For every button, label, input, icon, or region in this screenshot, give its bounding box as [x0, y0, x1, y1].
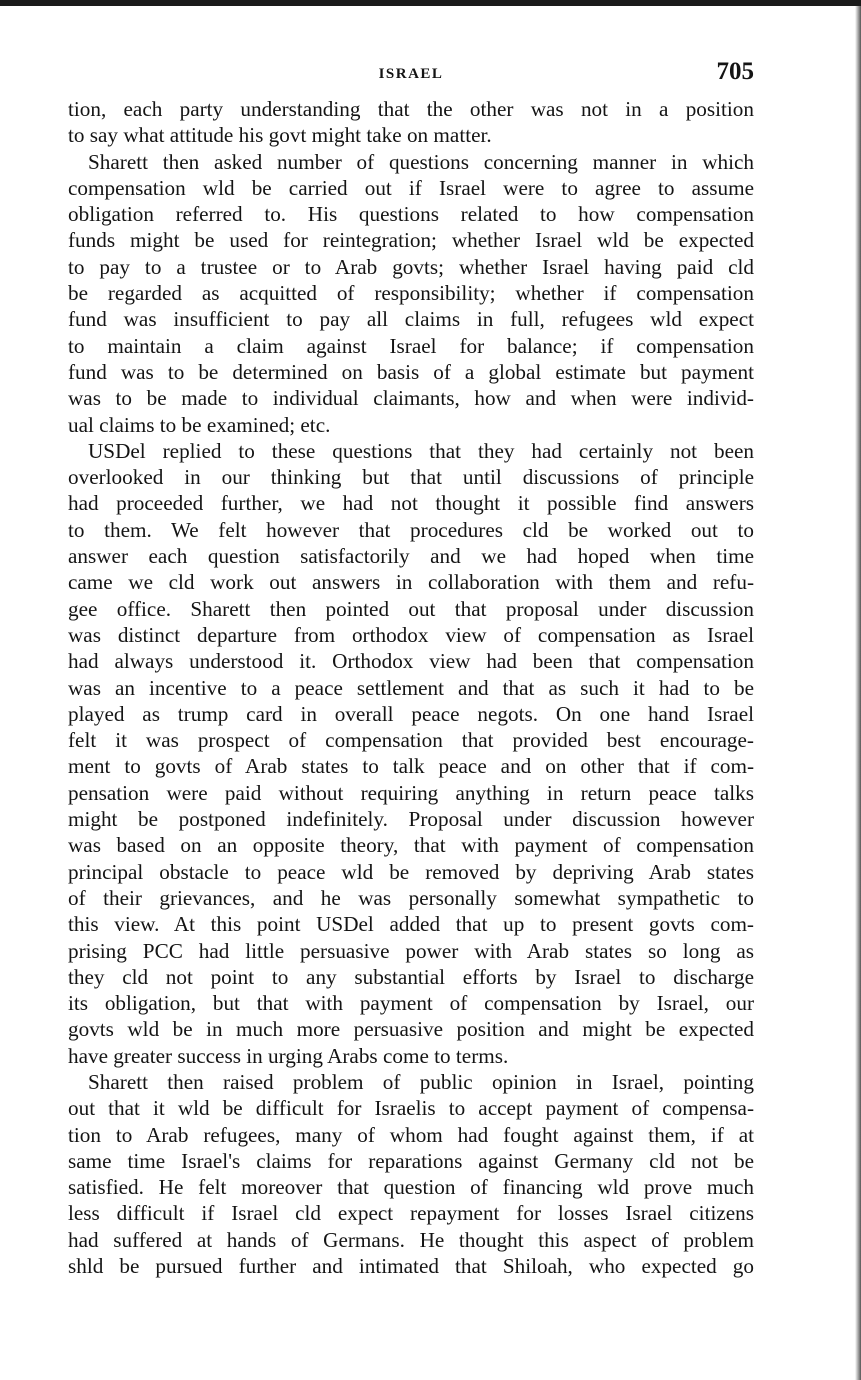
text-line: ual claims to be examined; etc. — [68, 412, 331, 437]
text-line: USDel replied to these questions that they had certainly not been — [88, 438, 754, 463]
text-line: funds might be used for reintegration; whether Israel wld be expected — [68, 228, 754, 253]
text-line: had proceeded further, we had not thought it possible find answers — [68, 491, 754, 516]
text-line: its obligation, but that with payment of compensation by Israel, our — [68, 991, 754, 1016]
text-line: fund was to be determined on basis of a global estimate but payment — [68, 359, 754, 384]
text-line: was distinct departure from orthodox view of compensation as Israel — [68, 622, 754, 647]
text-line: compensation wld be carried out if Israel were to agree to assume — [68, 175, 754, 200]
running-head-title: ISRAEL — [378, 66, 444, 82]
text-line: have greater success in urging Arabs come to terms. — [68, 1043, 509, 1068]
text-line: to say what attitude his govt might take on matter. — [68, 123, 492, 148]
text-line: less difficult if Israel cld expect repayment for losses Israel citizens — [68, 1201, 754, 1226]
text-line: ment to govts of Arab states to talk peace and on other that if com- — [68, 754, 754, 779]
text-line: came we cld work out answers in collaboration with them and refu- — [68, 570, 754, 595]
text-line: gee office. Sharett then pointed out that proposal under discussion — [68, 596, 754, 621]
text-line: prising PCC had little persuasive power with Arab states so long as — [68, 938, 754, 963]
text-line: fund was insufficient to pay all claims in full, refugees wld expect — [68, 307, 754, 332]
text-line: overlooked in our thinking but that until discussions of principle — [68, 465, 754, 490]
text-line: felt it was prospect of compensation that provided best encourage- — [68, 728, 754, 753]
text-line: to pay to a trustee or to Arab govts; whether Israel having paid cld — [68, 254, 754, 279]
text-line: satisfied. He felt moreover that question of financing wld prove much — [68, 1175, 754, 1200]
text-line: had always understood it. Orthodox view had been that compensation — [68, 649, 754, 674]
paragraph-2 — [68, 149, 754, 438]
paragraph-1 — [68, 96, 754, 149]
scan-border-right — [855, 6, 861, 1380]
text-line: tion, each party understanding that the other was not in a position — [68, 97, 754, 121]
text-line: this view. At this point USDel added that up to present govts com- — [68, 912, 754, 937]
text-line: obligation referred to. His questions related to how compensation — [68, 202, 754, 227]
text-line: out that it wld be difficult for Israelis to accept payment of compensa- — [68, 1096, 754, 1121]
text-line: be regarded as acquitted of responsibility; whether if compensation — [68, 281, 754, 306]
text-line: tion to Arab refugees, many of whom had fought against them, if at — [68, 1122, 754, 1147]
scan-border-top — [0, 0, 861, 6]
paragraph-4 — [68, 1069, 754, 1279]
text-line: was to be made to individual claimants, how and when were individ- — [68, 386, 754, 411]
text-line: answer each question satisfactorily and we had hoped when time — [68, 544, 754, 569]
text-line: to them. We felt however that procedures cld be worked out to — [68, 517, 754, 542]
text-line: they cld not point to any substantial efforts by Israel to discharge — [68, 964, 754, 989]
text-line: Sharett then raised problem of public opinion in Israel, pointing — [88, 1069, 754, 1094]
running-header — [68, 56, 754, 96]
text-line: shld be pursued further and intimated that Shiloah, who expected go — [68, 1254, 754, 1279]
text-line: govts wld be in much more persuasive position and might be expected — [68, 1017, 754, 1042]
text-line: might be postponed indefinitely. Proposal under discussion however — [68, 807, 754, 832]
text-line: same time Israel's claims for reparations against Germany cld not be — [68, 1148, 754, 1173]
paragraph-3 — [68, 438, 754, 1069]
text-line: principal obstacle to peace wld be removed by depriving Arab states — [68, 859, 754, 884]
page-number: 705 — [716, 58, 754, 85]
text-line: was an incentive to a peace settlement and that as such it had to be — [68, 675, 754, 700]
text-line: Sharett then asked number of questions concerning manner in which — [88, 149, 754, 174]
text-line: had suffered at hands of Germans. He thought this aspect of problem — [68, 1227, 754, 1252]
text-line: was based on an opposite theory, that with payment of compensation — [68, 833, 754, 858]
text-line: of their grievances, and he was personally somewhat sympathetic to — [68, 885, 754, 910]
text-line: played as trump card in overall peace negots. On one hand Israel — [68, 701, 754, 726]
text-line: to maintain a claim against Israel for balance; if compensation — [68, 333, 754, 358]
text-line: pensation were paid without requiring anything in return peace talks — [68, 780, 754, 805]
document-page — [68, 56, 754, 1279]
